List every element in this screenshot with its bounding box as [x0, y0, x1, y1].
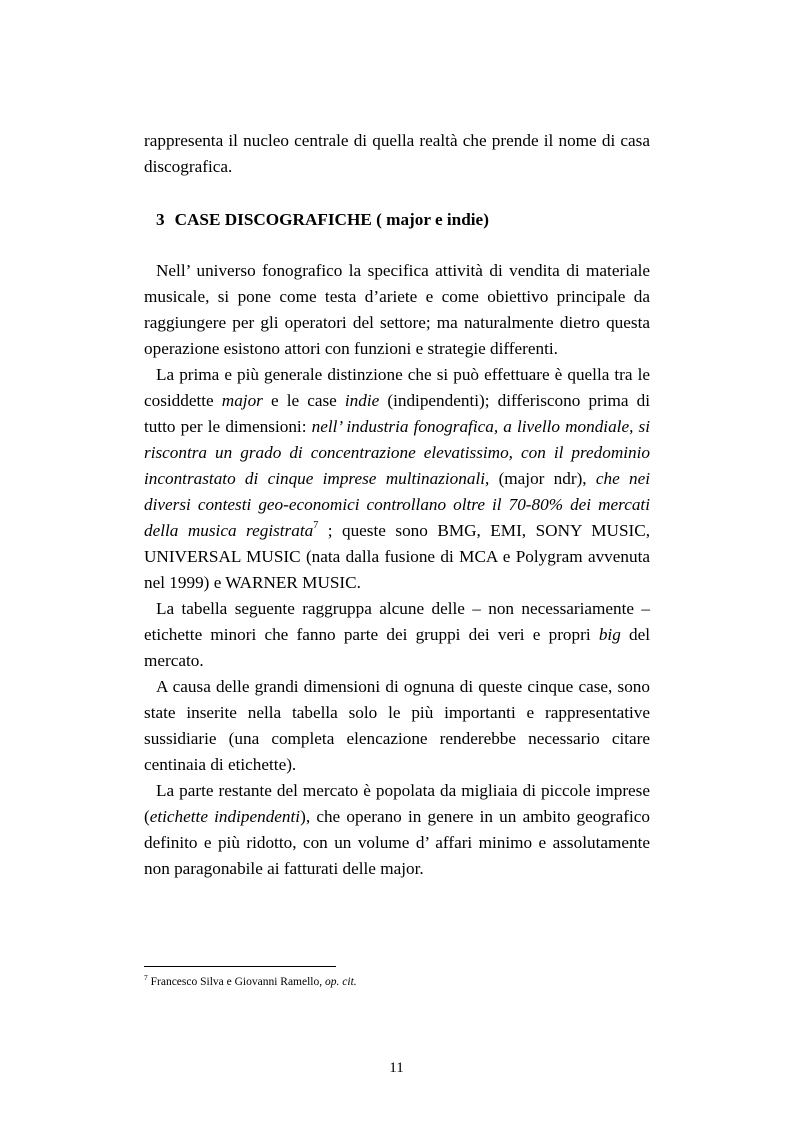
term-big: big: [598, 625, 621, 644]
paragraph-2-text: e le case: [262, 391, 345, 410]
quote-market-share: che nei diversi contesti geo-economici controllano oltre il 70-80% dei mercati della musica registrata: [144, 469, 650, 540]
section-body: [144, 258, 650, 882]
paragraph-2-text: ; queste sono BMG, EMI, SONY MUSIC, UNIVERSAL MUSIC (nata dalla fusione di MCA e Polygram avvenuta nel 1999) e WARNER MUSIC.: [144, 521, 650, 592]
page-number: 11: [389, 1060, 404, 1076]
section-number: 3: [156, 210, 165, 229]
continuation-paragraph: rappresenta il nucleo centrale di quella realtà che prende il nome di casa discografica.: [144, 131, 650, 176]
quote-concentration: nell’ industria fonografica, a livello mondiale, si riscontra un grado di concentrazione elevatissimo, con il predominio incontrastato di cinque imprese multinazionali,: [144, 417, 650, 488]
paragraph-5-text: ), che operano in genere in un ambito geografico definito e più ridotto, con un volume d’ affari minimo e assolutamente non paragonabile ai fatturati delle major.: [144, 807, 650, 878]
paragraph-2-text: La prima e più generale distinzione che si può effettuare è quella tra le cosiddette: [144, 365, 650, 410]
term-indie: indie: [344, 391, 380, 410]
paragraph-3-text: La tabella seguente raggruppa alcune delle – non necessariamente – etichette minori che fanno parte dei gruppi dei veri e propri: [144, 599, 650, 644]
paragraph-5: [144, 778, 650, 882]
term-independent-labels: etichette indipendenti: [149, 807, 301, 826]
paragraph-4: A causa delle grandi dimensioni di ognuna di queste cinque case, sono state inserite nella tabella solo le più importanti e rappresentative sussidiarie (una completa elencazione renderebbe necessario citare centinaia di etichette).: [144, 677, 650, 774]
paragraph-3-text: del mercato.: [144, 625, 650, 670]
footnote-source: op. cit.: [325, 976, 357, 988]
paragraph-5-text: La parte restante del mercato è popolata da migliaia di piccole imprese (: [144, 781, 650, 826]
paragraph-3: [144, 596, 650, 674]
footnote-text: Francesco Silva e Giovanni Ramello,: [147, 976, 326, 988]
footnote-divider: [144, 966, 336, 967]
footnote-number: 7: [144, 973, 148, 982]
footnote: [144, 974, 357, 990]
paragraph-2-text: (major ndr),: [489, 469, 596, 488]
section-title: CASE DISCOGRAFICHE ( major e indie): [174, 210, 489, 229]
section-heading: [156, 207, 489, 233]
paragraph-2: [144, 362, 650, 596]
paragraph-2-text: (indipendenti); differiscono prima di tutto per le dimensioni:: [144, 391, 651, 436]
term-major: major: [221, 391, 263, 410]
paragraph-1: Nell’ universo fonografico la specifica attività di vendita di materiale musicale, si pone come testa d’ariete e come obiettivo principale da raggiungere per gli operatori del settore; ma naturalmente dietro questa operazione esistono attori con funzioni e strategie differenti.: [144, 261, 650, 358]
footnote-reference[interactable]: 7: [313, 520, 319, 531]
